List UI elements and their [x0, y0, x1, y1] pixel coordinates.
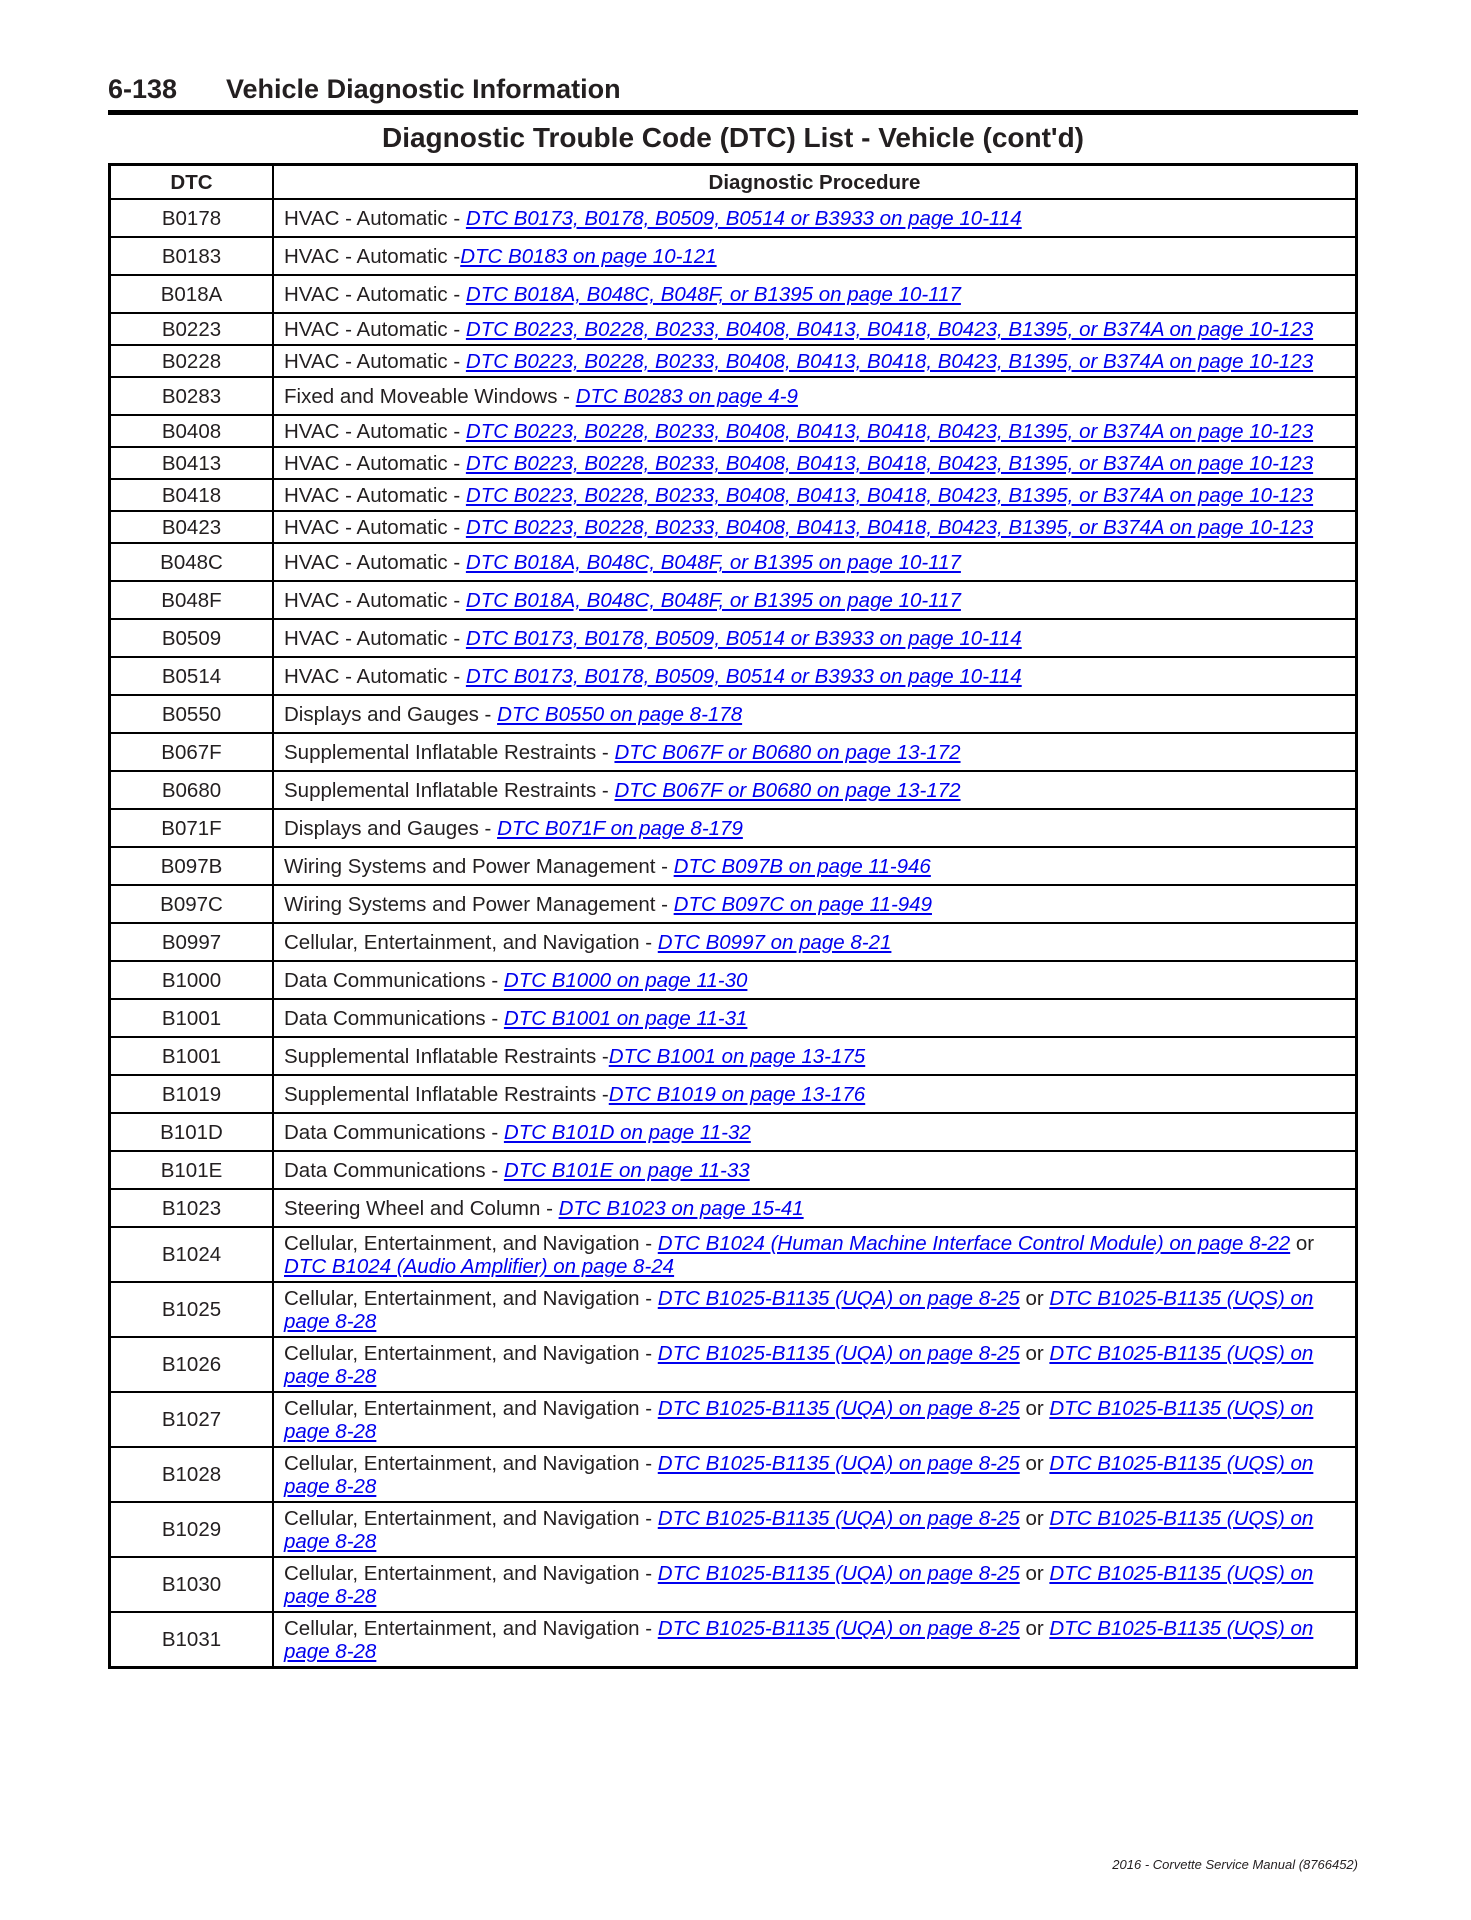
diagnostic-procedure-cell	[273, 345, 1357, 377]
dtc-code-cell: B1028	[110, 1447, 274, 1502]
procedure-link[interactable]: DTC B018A, B048C, B048F, or B1395 on page 10-117	[465, 551, 961, 574]
diagnostic-procedure-cell	[273, 1075, 1357, 1113]
procedure-link[interactable]: DTC B0173, B0178, B0509, B0514 or B3933 on page 10-114	[465, 627, 1022, 650]
procedure-text: HVAC - Automatic -	[284, 207, 466, 230]
procedure-link[interactable]: DTC B097B on page 11-946	[673, 855, 931, 878]
procedure-link[interactable]: DTC B1025-B1135 (UQS) on page 8-28	[284, 1617, 1314, 1663]
table-row	[110, 543, 1357, 581]
dtc-code-cell: B0418	[110, 479, 274, 511]
table-row	[110, 771, 1357, 809]
diagnostic-procedure-cell	[273, 1189, 1357, 1227]
diagnostic-procedure-cell	[273, 543, 1357, 581]
procedure-text: Steering Wheel and Column -	[284, 1197, 559, 1220]
procedure-link[interactable]: DTC B018A, B048C, B048F, or B1395 on page 10-117	[465, 283, 961, 306]
procedure-link[interactable]: DTC B101E on page 11-33	[503, 1159, 750, 1182]
table-row	[110, 923, 1357, 961]
procedure-link[interactable]: DTC B0283 on page 4-9	[575, 385, 798, 408]
procedure-link[interactable]: DTC B0997 on page 8-21	[657, 931, 892, 954]
procedure-text: Supplemental Inflatable Restraints -	[284, 1045, 609, 1068]
procedure-link[interactable]: DTC B1025-B1135 (UQA) on page 8-25	[657, 1452, 1020, 1475]
dtc-code-cell: B067F	[110, 733, 274, 771]
procedure-text: Cellular, Entertainment, and Navigation -	[284, 1287, 658, 1310]
procedure-link[interactable]: DTC B0223, B0228, B0233, B0408, B0413, B0418, B0423, B1395, or B374A on page 10-123	[465, 318, 1314, 341]
procedure-link[interactable]: DTC B1025-B1135 (UQA) on page 8-25	[657, 1507, 1020, 1530]
dtc-code-cell: B0509	[110, 619, 274, 657]
procedure-text: or	[1019, 1452, 1050, 1475]
table-row	[110, 1337, 1357, 1392]
procedure-link[interactable]: DTC B1025-B1135 (UQS) on page 8-28	[284, 1397, 1314, 1443]
diagnostic-procedure-cell	[273, 771, 1357, 809]
dtc-code-cell: B1027	[110, 1392, 274, 1447]
procedure-text: Data Communications -	[284, 1159, 504, 1182]
procedure-text: Cellular, Entertainment, and Navigation -	[284, 1507, 658, 1530]
procedure-text: or	[1019, 1397, 1050, 1420]
table-row	[110, 581, 1357, 619]
table-row	[110, 885, 1357, 923]
diagnostic-procedure-cell	[273, 479, 1357, 511]
procedure-link[interactable]: DTC B1001 on page 13-175	[608, 1045, 866, 1068]
diagnostic-procedure-cell	[273, 1502, 1357, 1557]
table-row	[110, 1502, 1357, 1557]
table-row	[110, 377, 1357, 415]
diagnostic-procedure-cell	[273, 1282, 1357, 1337]
diagnostic-procedure-cell	[273, 275, 1357, 313]
diagnostic-procedure-cell	[273, 415, 1357, 447]
procedure-text: HVAC - Automatic -	[284, 420, 466, 443]
procedure-text: Cellular, Entertainment, and Navigation -	[284, 1232, 658, 1255]
table-row	[110, 275, 1357, 313]
procedure-link[interactable]: DTC B0550 on page 8-178	[497, 703, 743, 726]
procedure-text: or	[1019, 1287, 1050, 1310]
dtc-code-cell: B1001	[110, 999, 274, 1037]
procedure-text: HVAC - Automatic -	[284, 516, 466, 539]
procedure-link[interactable]: DTC B097C on page 11-949	[673, 893, 932, 916]
table-row	[110, 313, 1357, 345]
diagnostic-procedure-cell	[273, 809, 1357, 847]
procedure-link[interactable]: DTC B1025-B1135 (UQS) on page 8-28	[284, 1507, 1314, 1553]
dtc-code-cell: B0413	[110, 447, 274, 479]
procedure-text: Cellular, Entertainment, and Navigation -	[284, 1342, 658, 1365]
diagnostic-procedure-cell	[273, 1337, 1357, 1392]
table-row	[110, 619, 1357, 657]
procedure-text: Data Communications -	[284, 969, 504, 992]
dtc-code-cell: B1025	[110, 1282, 274, 1337]
table-row	[110, 199, 1357, 237]
dtc-code-cell: B0680	[110, 771, 274, 809]
procedure-text: HVAC - Automatic -	[284, 551, 466, 574]
procedure-text: Supplemental Inflatable Restraints -	[284, 779, 615, 802]
dtc-code-cell: B0223	[110, 313, 274, 345]
dtc-code-cell: B018A	[110, 275, 274, 313]
procedure-link[interactable]: DTC B1025-B1135 (UQA) on page 8-25	[657, 1562, 1020, 1585]
diagnostic-procedure-cell	[273, 1557, 1357, 1612]
procedure-link[interactable]: DTC B0183 on page 10-121	[460, 245, 717, 268]
page-number: 6-138	[108, 74, 178, 104]
diagnostic-procedure-cell	[273, 237, 1357, 275]
diagnostic-procedure-cell	[273, 885, 1357, 923]
procedure-link[interactable]: DTC B067F or B0680 on page 13-172	[614, 741, 961, 764]
table-row	[110, 847, 1357, 885]
procedure-text: HVAC - Automatic -	[284, 350, 466, 373]
procedure-text: HVAC - Automatic -	[284, 665, 466, 688]
procedure-link[interactable]: DTC B0223, B0228, B0233, B0408, B0413, B0418, B0423, B1395, or B374A on page 10-123	[465, 420, 1314, 443]
diagnostic-procedure-cell	[273, 511, 1357, 543]
diagnostic-procedure-cell	[273, 1113, 1357, 1151]
procedure-link[interactable]: DTC B1024 (Audio Amplifier) on page 8-24	[284, 1255, 675, 1278]
page-header	[108, 70, 1358, 115]
dtc-code-cell: B071F	[110, 809, 274, 847]
procedure-link[interactable]: DTC B0173, B0178, B0509, B0514 or B3933 on page 10-114	[465, 665, 1022, 688]
procedure-link[interactable]: DTC B101D on page 11-32	[503, 1121, 751, 1144]
dtc-code-cell: B0997	[110, 923, 274, 961]
dtc-code-cell: B0178	[110, 199, 274, 237]
procedure-link[interactable]: DTC B1025-B1135 (UQA) on page 8-25	[657, 1617, 1020, 1640]
table-row	[110, 1151, 1357, 1189]
table-row	[110, 1189, 1357, 1227]
diagnostic-procedure-cell	[273, 1447, 1357, 1502]
table-row	[110, 447, 1357, 479]
table-row	[110, 695, 1357, 733]
diagnostic-procedure-cell	[273, 1227, 1357, 1282]
procedure-link[interactable]: DTC B1001 on page 11-31	[503, 1007, 748, 1030]
footer-manual-title: 2016 - Corvette Service Manual (8766452)	[1112, 1857, 1358, 1872]
dtc-code-cell: B0228	[110, 345, 274, 377]
table-body	[110, 199, 1357, 1668]
procedure-text: Cellular, Entertainment, and Navigation -	[284, 1562, 658, 1585]
diagnostic-procedure-cell	[273, 447, 1357, 479]
table-row	[110, 1392, 1357, 1447]
procedure-text: Displays and Gauges -	[284, 817, 498, 840]
procedure-link[interactable]: DTC B1025-B1135 (UQA) on page 8-25	[657, 1287, 1020, 1310]
procedure-text: HVAC - Automatic -	[284, 484, 466, 507]
table-row	[110, 1447, 1357, 1502]
dtc-code-cell: B0550	[110, 695, 274, 733]
dtc-code-cell: B097C	[110, 885, 274, 923]
procedure-text: HVAC - Automatic -	[284, 245, 461, 268]
procedure-link[interactable]: DTC B1000 on page 11-30	[503, 969, 748, 992]
procedure-link[interactable]: DTC B1025-B1135 (UQS) on page 8-28	[284, 1562, 1314, 1608]
procedure-link[interactable]: DTC B1025-B1135 (UQS) on page 8-28	[284, 1342, 1314, 1388]
procedure-link[interactable]: DTC B0223, B0228, B0233, B0408, B0413, B0418, B0423, B1395, or B374A on page 10-123	[465, 350, 1314, 373]
diagnostic-procedure-cell	[273, 377, 1357, 415]
procedure-text: Supplemental Inflatable Restraints -	[284, 1083, 609, 1106]
dtc-code-cell: B1030	[110, 1557, 274, 1612]
procedure-link[interactable]: DTC B1023 on page 15-41	[558, 1197, 804, 1220]
diagnostic-procedure-cell	[273, 581, 1357, 619]
procedure-text: or	[1019, 1507, 1050, 1530]
procedure-text: HVAC - Automatic -	[284, 452, 466, 475]
diagnostic-procedure-cell	[273, 999, 1357, 1037]
table-row	[110, 1075, 1357, 1113]
procedure-text: or	[1019, 1342, 1050, 1365]
procedure-text: Data Communications -	[284, 1121, 504, 1144]
diagnostic-procedure-cell	[273, 199, 1357, 237]
procedure-link[interactable]: DTC B1025-B1135 (UQA) on page 8-25	[657, 1342, 1020, 1365]
table-row	[110, 1282, 1357, 1337]
table-row	[110, 479, 1357, 511]
diagnostic-procedure-cell	[273, 313, 1357, 345]
procedure-text: or	[1019, 1617, 1050, 1640]
table-row	[110, 1612, 1357, 1668]
procedure-text: or	[1290, 1232, 1315, 1255]
table-row	[110, 237, 1357, 275]
procedure-text: Fixed and Moveable Windows -	[284, 385, 576, 408]
table-row	[110, 1227, 1357, 1282]
procedure-text: or	[1019, 1562, 1050, 1585]
dtc-code-cell: B1026	[110, 1337, 274, 1392]
procedure-link[interactable]: DTC B1025-B1135 (UQA) on page 8-25	[657, 1397, 1020, 1420]
dtc-code-cell: B101D	[110, 1113, 274, 1151]
dtc-code-cell: B0514	[110, 657, 274, 695]
table-row	[110, 1037, 1357, 1075]
dtc-code-cell: B048F	[110, 581, 274, 619]
procedure-link[interactable]: DTC B0223, B0228, B0233, B0408, B0413, B0418, B0423, B1395, or B374A on page 10-123	[465, 452, 1314, 475]
dtc-code-cell: B1023	[110, 1189, 274, 1227]
procedure-link[interactable]: DTC B1025-B1135 (UQS) on page 8-28	[284, 1452, 1314, 1498]
procedure-link[interactable]: DTC B1025-B1135 (UQS) on page 8-28	[284, 1287, 1314, 1333]
diagnostic-procedure-cell	[273, 657, 1357, 695]
procedure-link[interactable]: DTC B067F or B0680 on page 13-172	[614, 779, 961, 802]
procedure-link[interactable]: DTC B0173, B0178, B0509, B0514 or B3933 on page 10-114	[465, 207, 1022, 230]
diagnostic-procedure-cell	[273, 961, 1357, 999]
dtc-code-cell: B1024	[110, 1227, 274, 1282]
diagnostic-procedure-cell	[273, 1392, 1357, 1447]
procedure-text: Cellular, Entertainment, and Navigation -	[284, 1452, 658, 1475]
table-row	[110, 1113, 1357, 1151]
procedure-link[interactable]: DTC B1019 on page 13-176	[608, 1083, 866, 1106]
procedure-text: Cellular, Entertainment, and Navigation -	[284, 1617, 658, 1640]
procedure-link[interactable]: DTC B071F on page 8-179	[497, 817, 743, 840]
dtc-code-cell: B048C	[110, 543, 274, 581]
dtc-code-cell: B0183	[110, 237, 274, 275]
procedure-text: Data Communications -	[284, 1007, 504, 1030]
diagnostic-procedure-cell	[273, 1151, 1357, 1189]
dtc-code-cell: B097B	[110, 847, 274, 885]
dtc-code-cell: B1000	[110, 961, 274, 999]
diagnostic-procedure-cell	[273, 847, 1357, 885]
procedure-text: HVAC - Automatic -	[284, 318, 466, 341]
section-title: Vehicle Diagnostic Information	[226, 74, 621, 104]
procedure-text: Supplemental Inflatable Restraints -	[284, 741, 615, 764]
procedure-text: HVAC - Automatic -	[284, 627, 466, 650]
dtc-code-cell: B1031	[110, 1612, 274, 1668]
table-title: Diagnostic Trouble Code (DTC) List - Vehicle (cont'd)	[381, 122, 1085, 153]
table-header-row	[110, 165, 1357, 200]
procedure-text: HVAC - Automatic -	[284, 283, 466, 306]
procedure-link[interactable]: DTC B1024 (Human Machine Interface Control Module) on page 8-22	[657, 1232, 1291, 1255]
table-row	[110, 511, 1357, 543]
procedure-link[interactable]: DTC B0223, B0228, B0233, B0408, B0413, B0418, B0423, B1395, or B374A on page 10-123	[465, 516, 1314, 539]
dtc-code-cell: B101E	[110, 1151, 274, 1189]
procedure-link[interactable]: DTC B018A, B048C, B048F, or B1395 on page 10-117	[465, 589, 961, 612]
diagnostic-procedure-cell	[273, 733, 1357, 771]
column-header-procedure: Diagnostic Procedure	[273, 165, 1357, 200]
procedure-text: HVAC - Automatic -	[284, 589, 466, 612]
dtc-code-cell: B1001	[110, 1037, 274, 1075]
table-row	[110, 345, 1357, 377]
procedure-text: Displays and Gauges -	[284, 703, 498, 726]
dtc-code-cell: B1019	[110, 1075, 274, 1113]
table-row	[110, 415, 1357, 447]
table-row	[110, 733, 1357, 771]
table-row	[110, 1557, 1357, 1612]
diagnostic-procedure-cell	[273, 1037, 1357, 1075]
procedure-text: Cellular, Entertainment, and Navigation -	[284, 931, 658, 954]
procedure-text: Cellular, Entertainment, and Navigation -	[284, 1397, 658, 1420]
dtc-code-cell: B1029	[110, 1502, 274, 1557]
procedure-text: Wiring Systems and Power Management -	[284, 855, 674, 878]
table-row	[110, 999, 1357, 1037]
procedure-link[interactable]: DTC B0223, B0228, B0233, B0408, B0413, B0418, B0423, B1395, or B374A on page 10-123	[465, 484, 1314, 507]
dtc-code-cell: B0408	[110, 415, 274, 447]
diagnostic-procedure-cell	[273, 1612, 1357, 1668]
dtc-code-cell: B0283	[110, 377, 274, 415]
dtc-code-cell: B0423	[110, 511, 274, 543]
table-row	[110, 809, 1357, 847]
procedure-text: Wiring Systems and Power Management -	[284, 893, 674, 916]
column-header-dtc: DTC	[110, 165, 274, 200]
table-row	[110, 657, 1357, 695]
dtc-table	[108, 163, 1358, 1669]
diagnostic-procedure-cell	[273, 923, 1357, 961]
table-row	[110, 961, 1357, 999]
diagnostic-procedure-cell	[273, 695, 1357, 733]
diagnostic-procedure-cell	[273, 619, 1357, 657]
